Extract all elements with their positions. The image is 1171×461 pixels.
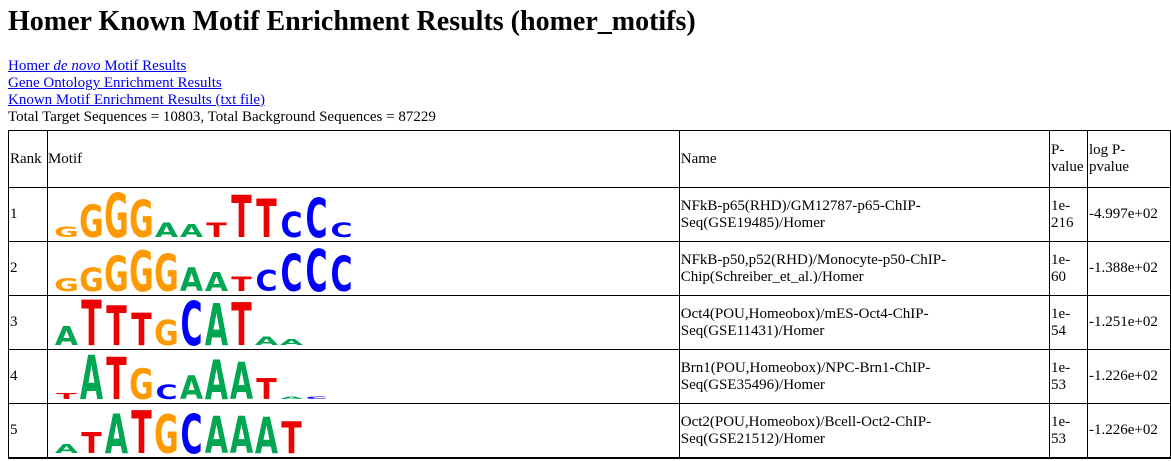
pvalue-cell (1050, 404, 1088, 458)
go-enrichment-link[interactable]: Gene Ontology Enrichment Results (8, 75, 222, 91)
logo-letter-c: C (305, 396, 328, 400)
logo-letter-a: A (204, 267, 229, 295)
header-pvalue (1050, 131, 1088, 188)
logo-letter-a: A (279, 395, 304, 401)
logo-letter-c: C (330, 247, 353, 295)
name-cell (680, 404, 1050, 458)
logo-letter-a: A (179, 262, 204, 295)
logo-letter-g: G (104, 188, 129, 241)
header-pvalue-line1: P- (1051, 142, 1065, 158)
name-line2: Seq(GSE21512)/Homer (680, 430, 825, 447)
logo-letter-t: T (281, 412, 302, 457)
motif-logo[interactable] (48, 188, 358, 241)
logo-letter-t: T (106, 350, 127, 403)
logp-cell: -1.251e+02 (1088, 296, 1170, 350)
logo-letter-c: C (280, 243, 303, 295)
pvalue-line1: 1e- (1051, 251, 1071, 268)
motif-logo[interactable] (48, 404, 358, 457)
header-logp-line2: pvalue (1089, 159, 1129, 175)
pvalue-cell (1050, 296, 1088, 350)
rank-cell: 3 (9, 296, 48, 350)
motif-cell (48, 350, 680, 404)
logo-letter-c: C (180, 404, 203, 457)
pvalue-line1: 1e- (1051, 359, 1071, 376)
logo-letter-g: G (54, 274, 79, 295)
motif-cell (48, 404, 680, 458)
logo-letter-c: C (180, 296, 203, 349)
logo-letter-t: T (231, 188, 252, 241)
logo-letter-a: A (204, 350, 229, 403)
logp-cell: -1.226e+02 (1088, 404, 1170, 458)
denovo-link-suffix: Motif Results (100, 58, 187, 74)
logo-letter-g: G (129, 189, 154, 241)
logo-letter-a: A (254, 406, 279, 457)
motif-logo[interactable] (48, 242, 358, 295)
logo-letter-t: T (131, 303, 152, 349)
logo-letter-a: A (179, 370, 204, 403)
motif-logo[interactable] (48, 350, 358, 403)
name-line1: NFkB-p50,p52(RHD)/Monocyte-p50-ChIP- (680, 251, 947, 268)
name-line2: Seq(GSE35496)/Homer (680, 376, 825, 393)
logo-letter-a: A (54, 441, 79, 457)
logo-letter-t: T (256, 189, 277, 241)
pvalue-line2: 60 (1051, 268, 1067, 285)
denovo-results-link[interactable] (8, 58, 436, 75)
pvalue-cell (1050, 242, 1088, 296)
logo-letter-a: A (229, 405, 254, 457)
rank-cell: 2 (9, 242, 48, 296)
pvalue-line2: 216 (1051, 214, 1074, 231)
logp-cell: -1.388e+02 (1088, 242, 1170, 296)
logo-letter-a: A (254, 334, 279, 349)
logo-letter-c: C (330, 219, 353, 241)
logo-letter-a: A (204, 296, 229, 349)
logo-letter-a: A (229, 351, 254, 403)
logo-letter-g: G (104, 247, 129, 295)
logo-letter-g: G (54, 223, 79, 241)
name-cell (680, 350, 1050, 404)
logo-letter-a: A (54, 321, 79, 349)
name-line2: Seq(GSE11431)/Homer (680, 322, 825, 339)
known-txt-link[interactable]: Known Motif Enrichment Results (txt file) (8, 92, 266, 108)
page-title: Homer Known Motif Enrichment Results (homer_motifs) (8, 6, 696, 37)
logo-letter-t: T (81, 296, 102, 349)
logo-letter-t: T (106, 296, 127, 349)
name-cell (680, 188, 1050, 242)
logo-letter-g: G (79, 195, 104, 241)
name-line2: Chip(Schreiber_et_al.)/Homer (680, 268, 864, 285)
logo-letter-c: C (155, 381, 178, 403)
pvalue-cell (1050, 350, 1088, 404)
table-row (9, 350, 1170, 404)
pvalue-line1: 1e- (1051, 413, 1071, 430)
header-motif: Motif (48, 131, 680, 188)
rank-cell: 5 (9, 404, 48, 458)
header-pvalue-line2: value (1051, 159, 1084, 175)
logo-letter-g: G (79, 262, 104, 295)
logo-letter-c: C (305, 188, 328, 241)
pvalue-cell (1050, 188, 1088, 242)
rank-cell: 4 (9, 350, 48, 404)
table-row (9, 296, 1170, 350)
motif-logo[interactable] (48, 296, 358, 349)
name-line1: Brn1(POU,Homeobox)/NPC-Brn1-ChIP- (680, 359, 931, 376)
table-row (9, 188, 1170, 242)
logo-letter-g: G (129, 242, 154, 295)
logo-letter-a: A (204, 405, 229, 457)
header-rank: Rank (9, 131, 48, 188)
logo-letter-a: A (154, 219, 179, 241)
logo-letter-a: A (279, 338, 304, 348)
name-line1: Oct4(POU,Homeobox)/mES-Oct4-ChIP- (680, 305, 929, 322)
logo-letter-g: G (154, 312, 179, 349)
motif-cell (48, 296, 680, 350)
logo-letter-c: C (280, 204, 303, 241)
logo-letter-t: T (206, 219, 227, 241)
logo-letter-a: A (104, 404, 129, 457)
denovo-link-prefix: Homer (8, 58, 54, 74)
motif-table (8, 130, 1171, 459)
logp-cell: -4.997e+02 (1088, 188, 1170, 242)
name-line2: Seq(GSE19485)/Homer (680, 214, 825, 231)
header-logp-line1: log P- (1089, 142, 1126, 158)
motif-cell (48, 188, 680, 242)
name-line1: Oct2(POU,Homeobox)/Bcell-Oct2-ChIP- (680, 413, 932, 430)
logp-cell: -1.226e+02 (1088, 350, 1170, 404)
rank-cell: 1 (9, 188, 48, 242)
name-line1: NFkB-p65(RHD)/GM12787-p65-ChIP- (680, 197, 921, 214)
logo-letter-g: G (129, 360, 154, 403)
pvalue-line1: 1e- (1051, 197, 1071, 214)
results-links (8, 58, 436, 126)
table-row (9, 242, 1170, 296)
logo-letter-a: A (179, 220, 204, 241)
table-row (9, 404, 1170, 458)
logo-letter-g: G (154, 405, 179, 457)
logo-letter-t: T (231, 273, 252, 295)
sequence-totals: Total Target Sequences = 10803, Total Background Sequences = 87229 (8, 109, 436, 125)
name-cell (680, 296, 1050, 350)
motif-cell (48, 242, 680, 296)
pvalue-line2: 54 (1051, 322, 1067, 339)
pvalue-line1: 1e- (1051, 305, 1071, 322)
denovo-link-italic: de novo (53, 58, 101, 74)
logo-letter-c: C (305, 242, 328, 295)
logo-letter-t: T (131, 404, 152, 457)
header-logp (1088, 131, 1170, 188)
logo-letter-g: G (154, 243, 179, 295)
logo-letter-a: A (79, 350, 104, 403)
logo-letter-t: T (231, 296, 252, 349)
header-name: Name (680, 131, 1050, 188)
logo-letter-c: C (255, 264, 278, 295)
pvalue-line2: 53 (1051, 376, 1067, 393)
logo-letter-t: T (81, 426, 102, 457)
name-cell (680, 242, 1050, 296)
logo-letter-t: T (256, 372, 277, 403)
pvalue-line2: 53 (1051, 430, 1067, 447)
logo-letter-t: T (56, 392, 77, 402)
table-header-row (9, 131, 1170, 188)
